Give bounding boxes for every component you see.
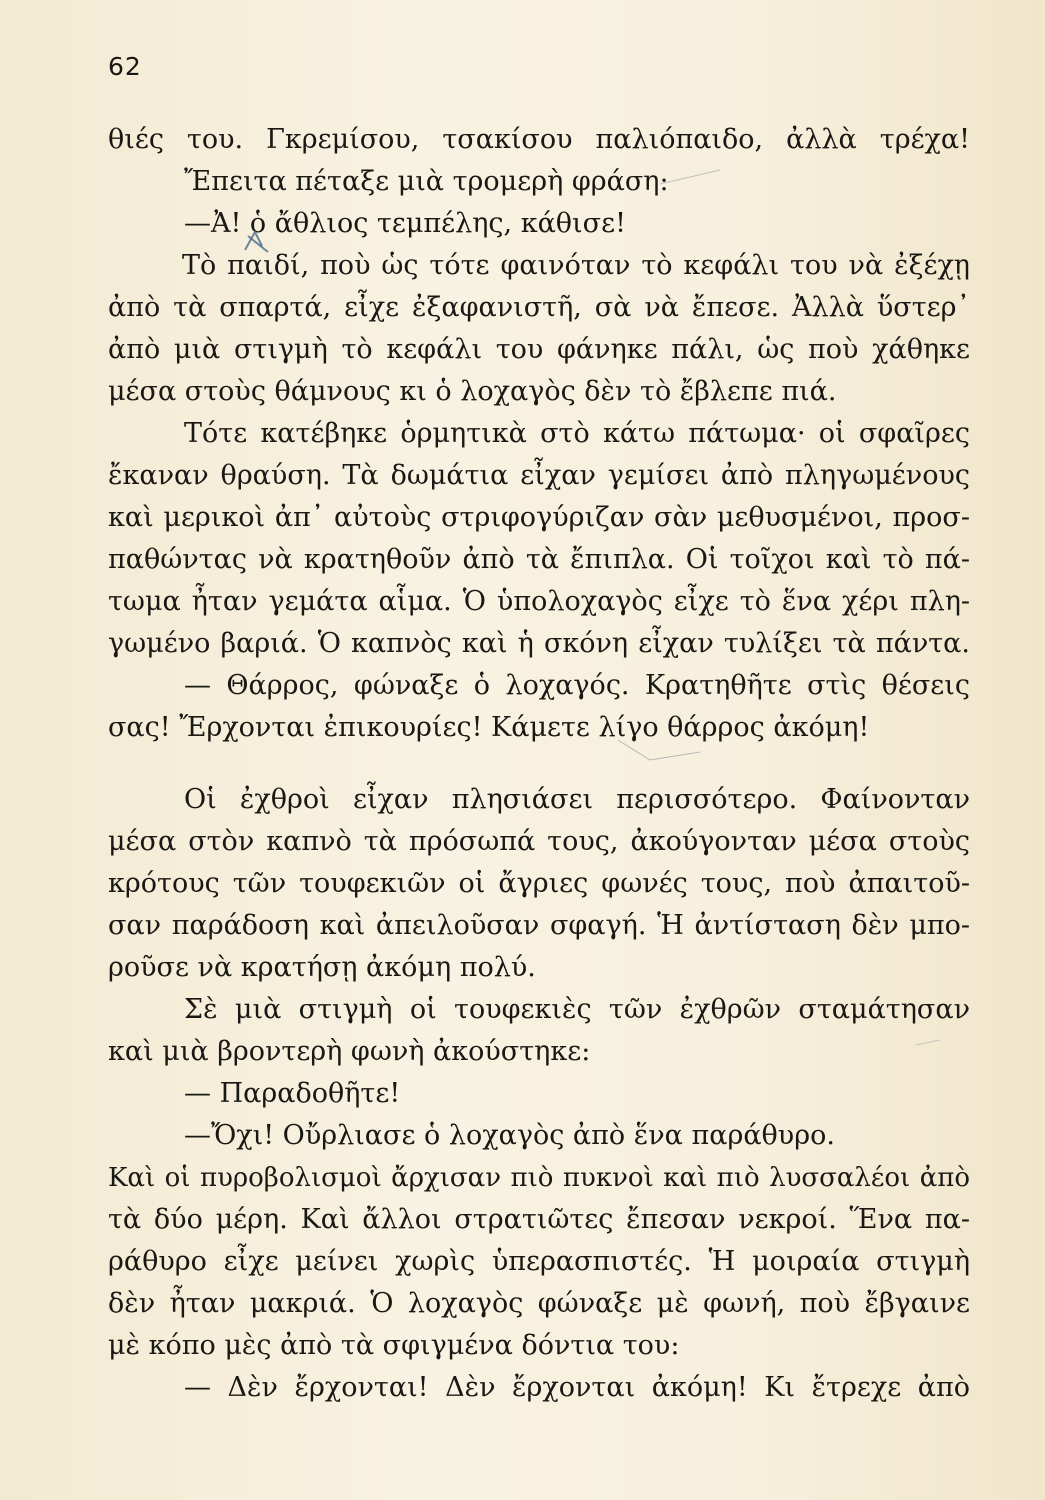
text-line: κρότους τῶν τουφεκιῶν οἱ ἄγριες φωνές τους, ποὺ ἀπαιτοῦ- <box>108 868 970 899</box>
text-line: θιές του. Γκρεμίσου, τσακίσου παλιόπαιδο, ἀλλὰ τρέχα! <box>108 124 970 155</box>
text-line: — Θάρρος, φώναξε ὁ λοχαγός. Κρατηθῆτε στὶς θέσεις <box>184 670 970 701</box>
text-line: τὰ δύο μέρη. Καὶ ἄλλοι στρατιῶτες ἔπεσαν νεκροί. Ἕνα πα- <box>108 1204 970 1235</box>
text-line: —Ἀ! ὁ ἄθλιος τεμπέλης, κάθισε! <box>184 208 626 239</box>
text-line: Καὶ οἱ πυροβολισμοὶ ἄρχισαν πιὸ πυκνοὶ καὶ πιὸ λυσσαλέοι ἀπὸ <box>108 1163 970 1193</box>
text-line: ράθυρο εἶχε μείνει χωρὶς ὑπερασπιστές. Ἡ μοιραία στιγμὴ <box>108 1246 970 1277</box>
text-line: δὲν ἦταν μακριά. Ὁ λοχαγὸς φώναξε μὲ φωνή, ποὺ ἔβγαινε <box>108 1288 970 1319</box>
text-line: Οἱ ἐχθροὶ εἶχαν πλησιάσει περισσότερο. Φαίνονταν <box>184 784 970 815</box>
text-line: — Δὲν ἔρχονται! Δὲν ἔρχονται ἀκόμη! Κι ἔτρεχε ἀπὸ <box>184 1372 970 1403</box>
text-line: ροῦσε νὰ κρατήσῃ ἀκόμη πολύ. <box>108 952 536 983</box>
text-line: καὶ μερικοὶ ἀπ᾽ αὐτοὺς στριφογύριζαν σὰν μεθυσμένοι, προσ- <box>108 502 970 533</box>
text-line: ἔκαναν θραύση. Τὰ δωμάτια εἶχαν γεμίσει ἀπὸ πληγωμένους <box>108 460 970 491</box>
text-line: γωμένο βαριά. Ὁ καπνὸς καὶ ἡ σκόνη εἶχαν τυλίξει τὰ πάντα. <box>108 628 970 659</box>
text-line: Τότε κατέβηκε ὁρμητικὰ στὸ κάτω πάτωμα· οἱ σφαῖρες <box>184 418 970 449</box>
text-line: παθώντας νὰ κρατηθοῦν ἀπὸ τὰ ἔπιπλα. Οἱ τοῖχοι καὶ τὸ πά- <box>108 544 970 575</box>
pencil-stroke <box>660 170 720 184</box>
text-line: ἀπὸ μιὰ στιγμὴ τὸ κεφάλι του φάνηκε πάλι, ὡς ποὺ χάθηκε <box>108 334 970 365</box>
text-line: μέσα στοὺς θάμνους κι ὁ λοχαγὸς δὲν τὸ ἔβλεπε πιά. <box>108 376 837 407</box>
text-line: σας! Ἔρχονται ἐπικουρίες! Κάμετε λίγο θάρρος ἀκόμη! <box>108 712 870 743</box>
text-line: μέσα στὸν καπνὸ τὰ πρόσωπά τους, ἀκούγονταν μέσα στοὺς <box>108 826 970 857</box>
text-line: καὶ μιὰ βροντερὴ φωνὴ ἀκούστηκε: <box>108 1036 591 1067</box>
text-line: σαν παράδοση καὶ ἀπειλοῦσαν σφαγή. Ἡ ἀντίσταση δὲν μπο- <box>108 910 970 941</box>
text-line: ἀπὸ τὰ σπαρτά, εἶχε ἐξαφανιστῆ, σὰ νὰ ἔπεσε. Ἀλλὰ ὕστερ᾽ <box>108 292 970 323</box>
page-number: 62 <box>108 52 142 81</box>
text-line: —Ὄχι! Οὔρλιασε ὁ λοχαγὸς ἀπὸ ἕνα παράθυρο. <box>184 1120 835 1151</box>
text-line: — Παραδοθῆτε! <box>184 1078 401 1109</box>
text-line: Σὲ μιὰ στιγμὴ οἱ τουφεκιὲς τῶν ἐχθρῶν σταμάτησαν <box>184 994 970 1025</box>
text-line: τωμα ἦταν γεμάτα αἷμα. Ὁ ὑπολοχαγὸς εἶχε τὸ ἕνα χέρι πλη- <box>108 586 970 617</box>
text-line: μὲ κόπο μὲς ἀπὸ τὰ σφιγμένα δόντια του: <box>108 1330 680 1361</box>
text-line: Ἔπειτα πέταξε μιὰ τρομερὴ φράση: <box>184 166 669 197</box>
pencil-stroke <box>916 1040 940 1045</box>
text-line: Τὸ παιδί, ποὺ ὡς τότε φαινόταν τὸ κεφάλι του νὰ ἐξέχῃ <box>182 250 970 281</box>
